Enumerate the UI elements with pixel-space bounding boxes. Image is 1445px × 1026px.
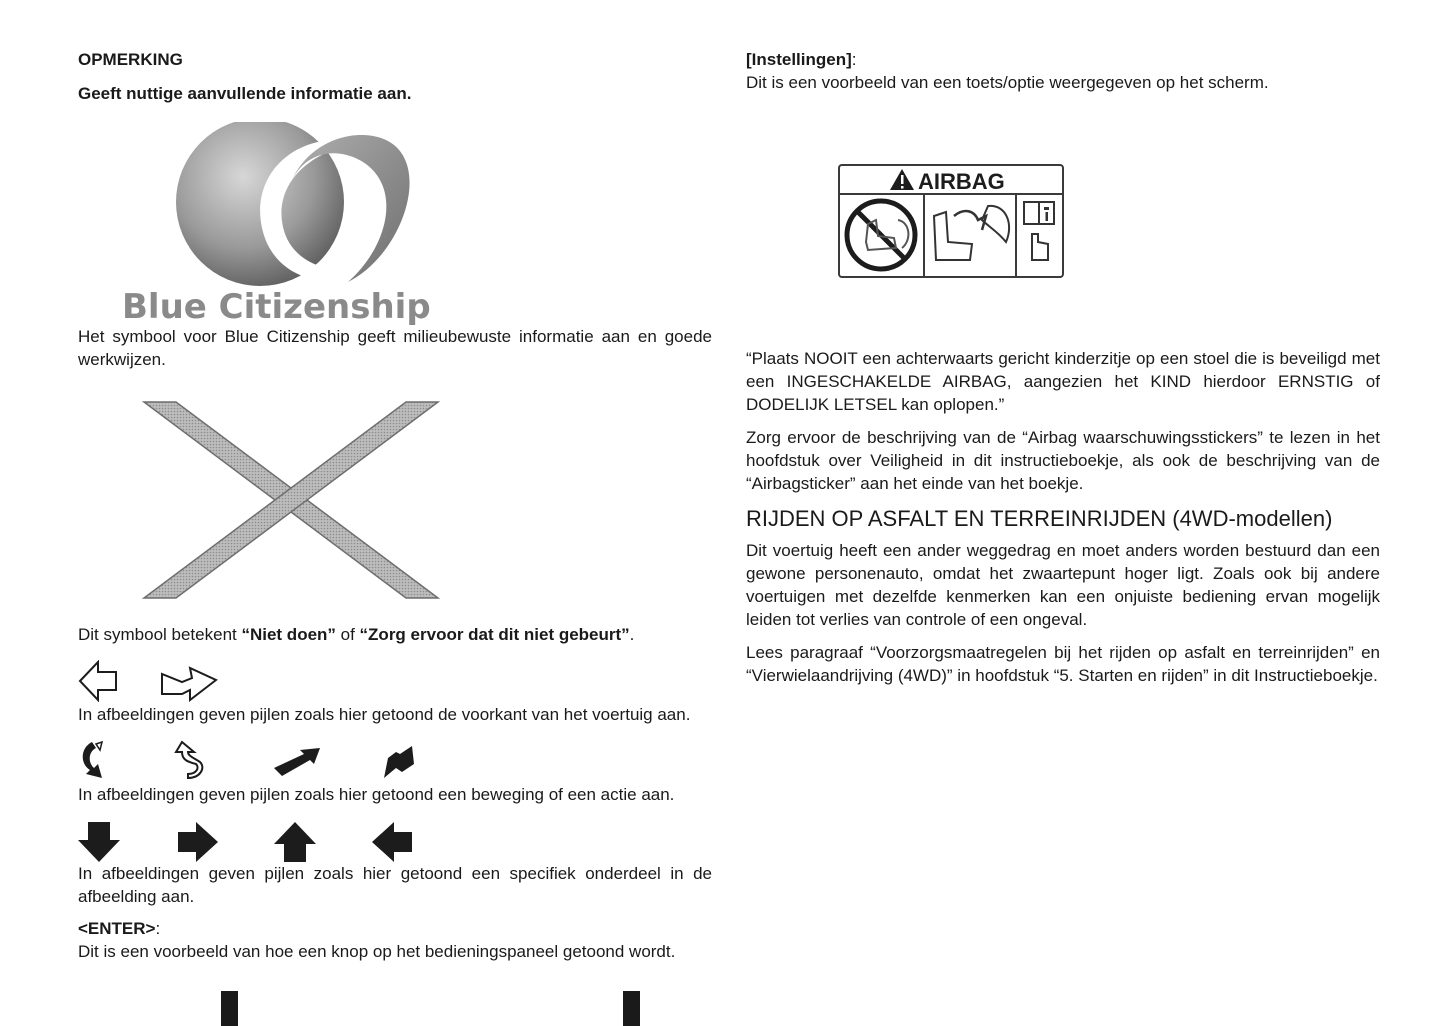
part-arrow-left-icon <box>372 822 412 862</box>
part-arrow-down-icon <box>78 822 120 862</box>
enter-heading: <ENTER>: <box>78 919 161 938</box>
motion-arrow-rotate-icon <box>176 742 202 778</box>
front-arrow-diagonal-icon <box>162 668 216 700</box>
motion-arrows <box>78 738 418 782</box>
page-tab-mark-left <box>221 991 238 1026</box>
enter-text: Dit is een voorbeeld van hoe een knop op het bedieningspaneel getoond wordt. <box>78 942 676 961</box>
part-arrows <box>78 820 418 864</box>
settings-text: Dit is een voorbeeld van een toets/optie weergegeven op het scherm. <box>746 73 1269 92</box>
section-paragraph-2: Lees paragraaf “Voorzorgsmaatregelen bij het rijden op asfalt en terreinrijden” en “Vierwielaandrijving (4WD)” in hoofdstuk “5. Starten en rijden” in dit Instructieboekje. <box>746 643 1380 685</box>
airbag-sticker-title: AIRBAG <box>918 169 1005 194</box>
page-tab-mark-right <box>623 991 640 1026</box>
blue-citizenship-text: Het symbool voor Blue Citizenship geeft milieubewuste informatie aan en goede werkwijzen. <box>78 327 712 369</box>
logo-text: Blue Citizenship <box>122 287 431 327</box>
dont-symbol-text: Dit symbool betekent “Niet doen” of “Zorg ervoor dat dit niet gebeurt”. <box>78 625 635 644</box>
motion-arrow-diagonal-icon <box>274 748 320 776</box>
airbag-info: Zorg ervoor de beschrijving van de “Airbag waarschuwingsstickers” te lezen in het hoofdstuk over Veiligheid in dit instructieboekje, als ook de beschrijving van de “Airbagsticker” aan het einde van het boekje. <box>746 428 1380 493</box>
airbag-quote: “Plaats NOOIT een achterwaarts gericht kinderzitje op een stoel die is beveiligd met een INGESCHAKELDE AIRBAG, aangezien het KIND hierdoor ERNSTIG of DODELIJK LETSEL kan oplopen.” <box>746 349 1380 414</box>
do-not-symbol <box>140 398 442 602</box>
arrows-front-text: In afbeeldingen geven pijlen zoals hier getoond de voorkant van het voertuig aan. <box>78 705 691 724</box>
part-arrow-right-icon <box>178 822 218 862</box>
front-arrows <box>78 660 223 702</box>
front-arrow-left-icon <box>80 662 116 700</box>
section-paragraph-1: Dit voertuig heeft een ander weggedrag en moet anders worden bestuurd dan een gewone personenauto, omdat het zwaartepunt hoger ligt. Zoals ook bij andere voertuigen met dezelfde kenmerken kan een onjuiste bediening ervan mogelijk leiden tot verlies van controle of een ongeval. <box>746 541 1380 629</box>
blue-citizenship-logo <box>118 122 448 327</box>
part-arrow-up-icon <box>274 822 316 862</box>
airbag-sticker <box>838 164 1064 278</box>
note-heading: OPMERKING <box>78 50 183 69</box>
motion-arrow-push-icon <box>384 746 414 778</box>
settings-heading: [Instellingen]: <box>746 50 857 69</box>
arrows-part-text: In afbeeldingen geven pijlen zoals hier getoond een specifiek onderdeel in de afbeelding aan. <box>78 864 712 906</box>
arrows-motion-text: In afbeeldingen geven pijlen zoals hier getoond een beweging of een actie aan. <box>78 785 675 804</box>
section-title: RIJDEN OP ASFALT EN TERREINRIJDEN (4WD-modellen) <box>746 506 1333 531</box>
note-text: Geeft nuttige aanvullende informatie aan. <box>78 84 412 103</box>
